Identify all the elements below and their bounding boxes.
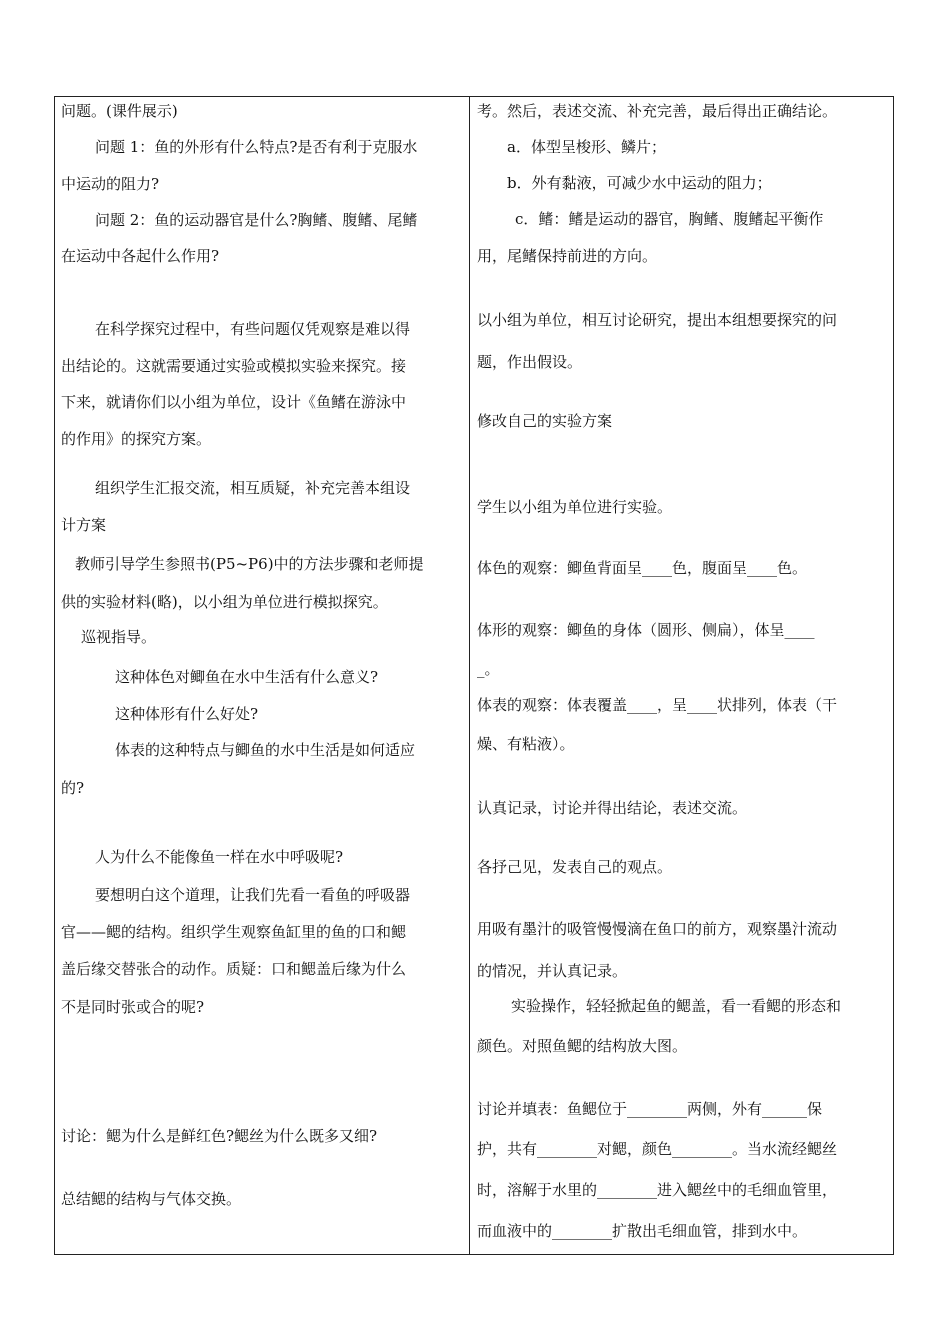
teacher-text-line: 要想明白这个道理，让我们先看一看鱼的呼吸器 (95, 886, 411, 904)
teacher-text-line: 供的实验材料(略)，以小组为单位进行模拟探究。 (61, 593, 388, 611)
column-divider (469, 97, 470, 1254)
student-text-line: 修改自己的实验方案 (477, 412, 613, 430)
student-text-line: _。 (477, 660, 500, 678)
teacher-text-line: 这种体色对鲫鱼在水中生活有什么意义? (115, 668, 379, 686)
student-text-line: c．鳍：鳍是运动的器官，胸鳍、腹鳍起平衡作 (515, 210, 824, 228)
teacher-text-line: 总结鳃的结构与气体交换。 (61, 1190, 242, 1208)
student-text-line: 用吸有墨汁的吸管慢慢滴在鱼口的前方，观察墨汁流动 (477, 920, 838, 938)
teacher-text-line: 人为什么不能像鱼一样在水中呼吸呢? (95, 848, 344, 866)
student-text-line: 题，作出假设。 (477, 353, 583, 371)
teacher-text-line: 中运动的阻力? (61, 175, 160, 193)
student-text-line: 讨论并填表：鱼鳃位于________两侧，外有______保 (477, 1100, 823, 1118)
student-text-line: 各抒己见，发表自己的观点。 (477, 858, 673, 876)
student-text-line: 考。然后，表述交流、补充完善，最后得出正确结论。 (477, 102, 838, 120)
student-text-line: 以小组为单位，相互讨论研究，提出本组想要探究的问 (477, 311, 838, 329)
student-text-line: 时，溶解于水里的________进入鳃丝中的毛细血管里， (477, 1181, 838, 1199)
student-text-line: 护，共有________对鳃，颜色________。当水流经鳃丝 (477, 1140, 838, 1158)
teacher-text-line: 下来，就请你们以小组为单位，设计《鱼鳍在游泳中 (61, 393, 407, 411)
teacher-text-line: 问题 1：鱼的外形有什么特点?是否有利于克服水 (95, 138, 418, 156)
teacher-text-line: 问题 2：鱼的运动器官是什么?胸鳍、腹鳍、尾鳍 (95, 211, 418, 229)
teacher-text-line: 组织学生汇报交流，相互质疑，补充完善本组设 (95, 479, 411, 497)
teacher-text-line: 盖后缘交替张合的动作。质疑：口和鳃盖后缘为什么 (61, 960, 407, 978)
teacher-text-line: 讨论：鳃为什么是鲜红色?鳃丝为什么既多又细? (61, 1127, 378, 1145)
student-text-line: 实验操作，轻轻掀起鱼的鳃盖，看一看鳃的形态和 (511, 997, 842, 1015)
teacher-text-line: 在科学探究过程中，有些问题仅凭观察是难以得 (95, 320, 411, 338)
teacher-text-line: 不是同时张或合的呢? (61, 998, 205, 1016)
student-text-line: 颜色。对照鱼鳃的结构放大图。 (477, 1037, 688, 1055)
student-text-line: 的情况，并认真记录。 (477, 962, 628, 980)
teacher-text-line: 巡视指导。 (81, 628, 157, 646)
student-text-line: b．外有黏液，可减少水中运动的阻力； (507, 174, 772, 192)
student-text-line: 而血液中的________扩散出毛细血管，排到水中。 (477, 1222, 808, 1240)
teacher-text-line: 计方案 (61, 516, 107, 534)
student-text-line: a．体型呈梭形、鳞片； (507, 138, 666, 156)
student-text-line: 体表的观察：体表覆盖____，呈____状排列，体表（干 (477, 696, 838, 714)
teacher-text-line: 的作用》的探究方案。 (61, 430, 212, 448)
student-text-line: 认真记录，讨论并得出结论，表述交流。 (477, 799, 748, 817)
teacher-text-line: 这种体形有什么好处? (115, 705, 259, 723)
teacher-text-line: 官——鳃的结构。组织学生观察鱼缸里的鱼的口和鳃 (61, 923, 407, 941)
lesson-table (54, 96, 894, 1255)
student-text-line: 学生以小组为单位进行实验。 (477, 498, 673, 516)
teacher-text-line: 在运动中各起什么作用? (61, 247, 220, 265)
teacher-text-line: 体表的这种特点与鲫鱼的水中生活是如何适应 (115, 741, 416, 759)
student-text-line: 体形的观察：鲫鱼的身体（圆形、侧扁），体呈____ (477, 621, 815, 639)
teacher-text-line: 问题。(课件展示) (61, 102, 178, 120)
student-text-line: 用，尾鳍保持前进的方向。 (477, 247, 658, 265)
student-text-line: 体色的观察：鲫鱼背面呈____色，腹面呈____色。 (477, 559, 808, 577)
teacher-text-line: 出结论的。这就需要通过实验或模拟实验来探究。接 (61, 357, 407, 375)
teacher-text-line: 教师引导学生参照书(P5~P6)中的方法步骤和老师提 (75, 555, 424, 573)
student-text-line: 燥、有粘液）。 (477, 735, 575, 753)
teacher-text-line: 的? (61, 779, 85, 797)
